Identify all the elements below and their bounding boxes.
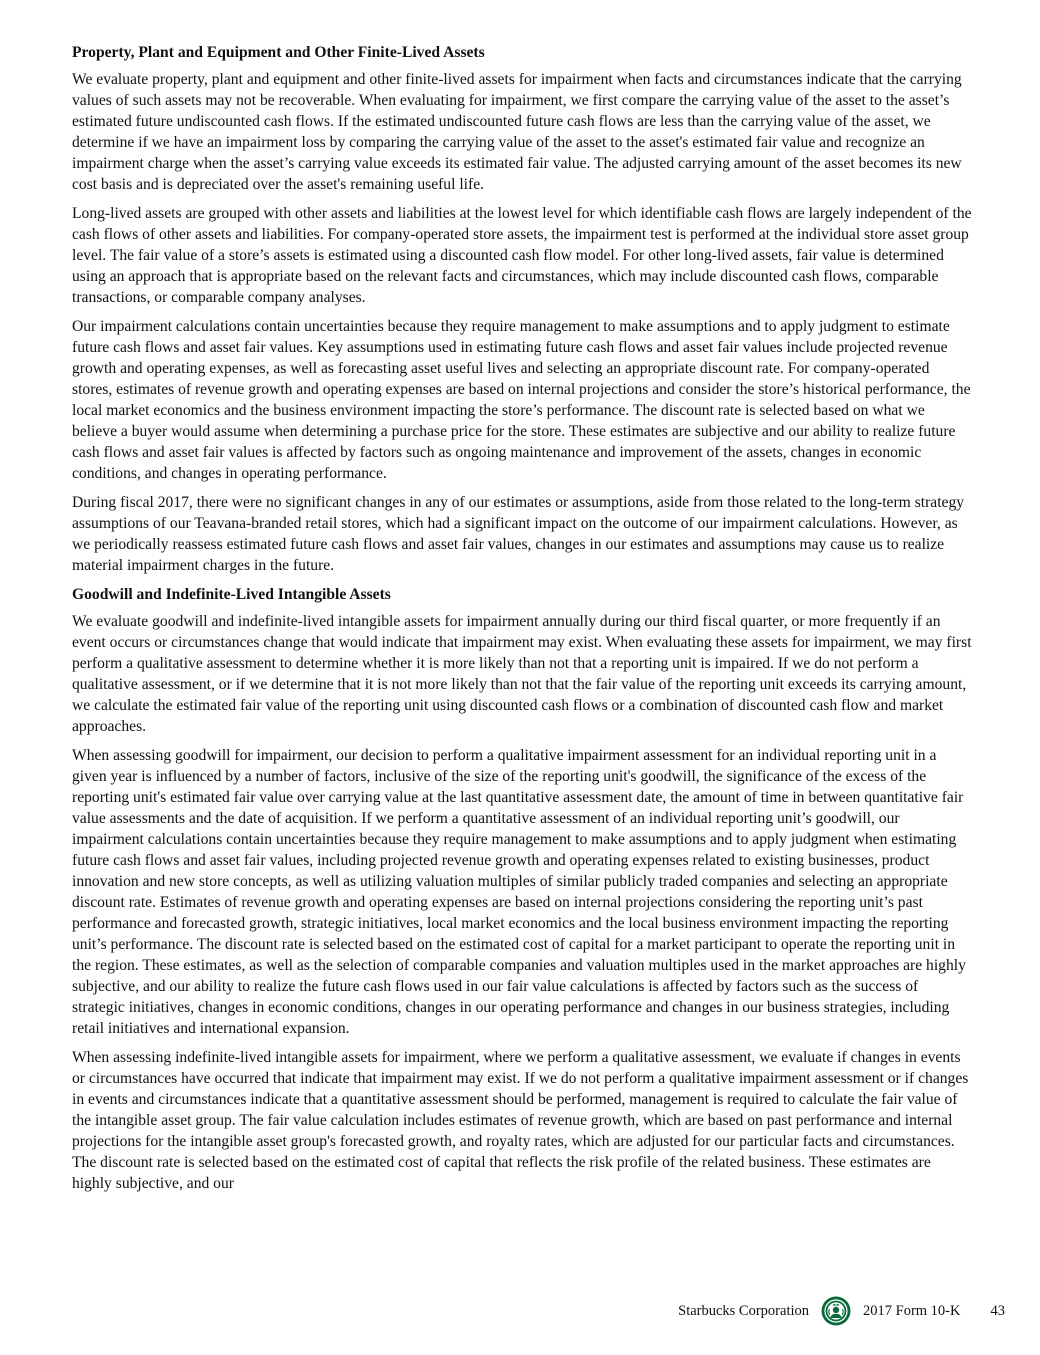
paragraph-goodwill-1: We evaluate goodwill and indefinite-lived intangible assets for impairment annually during our third fiscal quarter, or more frequently if an event occurs or circumstances change that would indicate that impairment may exist. When evaluating these assets for impairment, we may first perform a qualitative assessment to determine whether it is more likely than not that a reporting unit is impaired. If we do not perform a qualitative assessment, or if we determine that it is not more likely than not that the fair value of the reporting unit exceeds its carrying amount, we calculate the estimated fair value of the reporting unit using discounted cash flows or a combination of discounted cash flow and market approaches. bbox=[72, 613, 972, 735]
page-number: 43 bbox=[990, 1302, 1005, 1319]
section-heading-goodwill: Goodwill and Indefinite-Lived Intangible Assets bbox=[72, 586, 391, 603]
footer-company: Starbucks Corporation bbox=[678, 1302, 810, 1319]
paragraph-ppe-2: Long-lived assets are grouped with other assets and liabilities at the lowest level for which identifiable cash flows are largely independent of the cash flows of other assets and liabilities. For company-operated store assets, the impairment test is performed at the individual store asset group level. The fair value of a store’s assets is estimated using a discounted cash flow model. For other long-lived assets, fair value is determined using an approach that is appropriate based on the relevant facts and circumstances, which may include discounted cash flows, comparable transactions, or comparable company analyses. bbox=[72, 205, 972, 306]
document-body bbox=[72, 42, 972, 1202]
section-heading-ppe: Property, Plant and Equipment and Other Finite-Lived Assets bbox=[72, 44, 485, 61]
paragraph-goodwill-2: When assessing goodwill for impairment, our decision to perform a qualitative impairment assessment for an individual reporting unit in a given year is influenced by a number of factors, inclusive of the size of the reporting unit's goodwill, the significance of the excess of the reporting unit's estimated fair value over carrying value at the last quantitative assessment date, the amount of time in between quantitative fair value assessments and the date of acquisition. If we perform a quantitative assessment of an individual reporting unit’s goodwill, our impairment calculations contain uncertainties because they require management to make assumptions and to apply judgment when estimating future cash flows and asset fair values, including projected revenue growth and operating expenses related to existing businesses, product innovation and new store concepts, as well as utilizing valuation multiples of similar publicly traded companies and selecting an appropriate discount rate. Estimates of revenue growth and operating expenses are based on internal projections considering the reporting unit’s past performance and forecasted growth, strategic initiatives, local market economics and the local business environment impacting the reporting unit’s performance. The discount rate is selected based on the estimated cost of capital for a market participant to operate the reporting unit in the region. These estimates, as well as the selection of comparable companies and valuation multiples used in the market approaches are highly subjective, and our ability to realize the future cash flows used in our fair value calculations is affected by factors such as the success of strategic initiatives, changes in economic conditions, changes in our operating performance and changes in our business strategies, including retail initiatives and international expansion. bbox=[72, 747, 966, 1037]
page-footer bbox=[678, 1296, 1005, 1326]
footer-form: 2017 Form 10-K bbox=[863, 1302, 961, 1319]
paragraph-goodwill-3: When assessing indefinite-lived intangible assets for impairment, where we perform a qualitative assessment, we evaluate if changes in events or circumstances have occurred that indicate that impairment may exist. If we do not perform a qualitative impairment assessment or if changes in events and circumstances indicate that a quantitative assessment should be performed, management is required to calculate the fair value of the intangible asset group. The fair value calculation includes estimates of revenue growth, which are based on past performance and internal projections for the intangible asset group's forecasted growth, and royalty rates, which are adjusted for our particular facts and circumstances. The discount rate is selected based on the estimated cost of capital that reflects the risk profile of the related business. These estimates are highly subjective, and our bbox=[72, 1049, 969, 1192]
starbucks-siren-logo-icon bbox=[821, 1296, 851, 1326]
paragraph-ppe-4: During fiscal 2017, there were no significant changes in any of our estimates or assumptions, aside from those related to the long-term strategy assumptions of our Teavana-branded retail stores, which had a significant impact on the outcome of our impairment calculations. However, as we periodically reassess estimated future cash flows and asset fair values, changes in our estimates and assumptions may cause us to realize material impairment charges in the future. bbox=[72, 494, 965, 574]
paragraph-ppe-3: Our impairment calculations contain uncertainties because they require management to make assumptions and to apply judgment to estimate future cash flows and asset fair values. Key assumptions used in estimating future cash flows and asset fair values include projected revenue growth and operating expenses, as well as forecasting asset useful lives and selecting an appropriate discount rate. For company-operated stores, estimates of revenue growth and operating expenses are based on internal projections and consider the store’s historical performance, the local market economics and the business environment impacting the store’s performance. The discount rate is selected based on what we believe a buyer would assume when determining a purchase price for the store. These estimates are subjective and our ability to realize future cash flows and asset fair values is affected by factors such as ongoing maintenance and improvement of the assets, changes in economic conditions, and changes in operating performance. bbox=[72, 318, 971, 482]
paragraph-ppe-1: We evaluate property, plant and equipment and other finite-lived assets for impairment when facts and circumstances indicate that the carrying values of such assets may not be recoverable. When evaluating for impairment, we first compare the carrying value of the asset to the asset’s estimated future undiscounted cash flows. If the estimated undiscounted future cash flows are less than the carrying value of the asset, we determine if we have an impairment loss by comparing the carrying value of the asset to the asset's estimated fair value and recognize an impairment charge when the asset’s carrying value exceeds its estimated fair value. The adjusted carrying amount of the asset becomes its new cost basis and is depreciated over the asset's remaining useful life. bbox=[72, 71, 962, 193]
